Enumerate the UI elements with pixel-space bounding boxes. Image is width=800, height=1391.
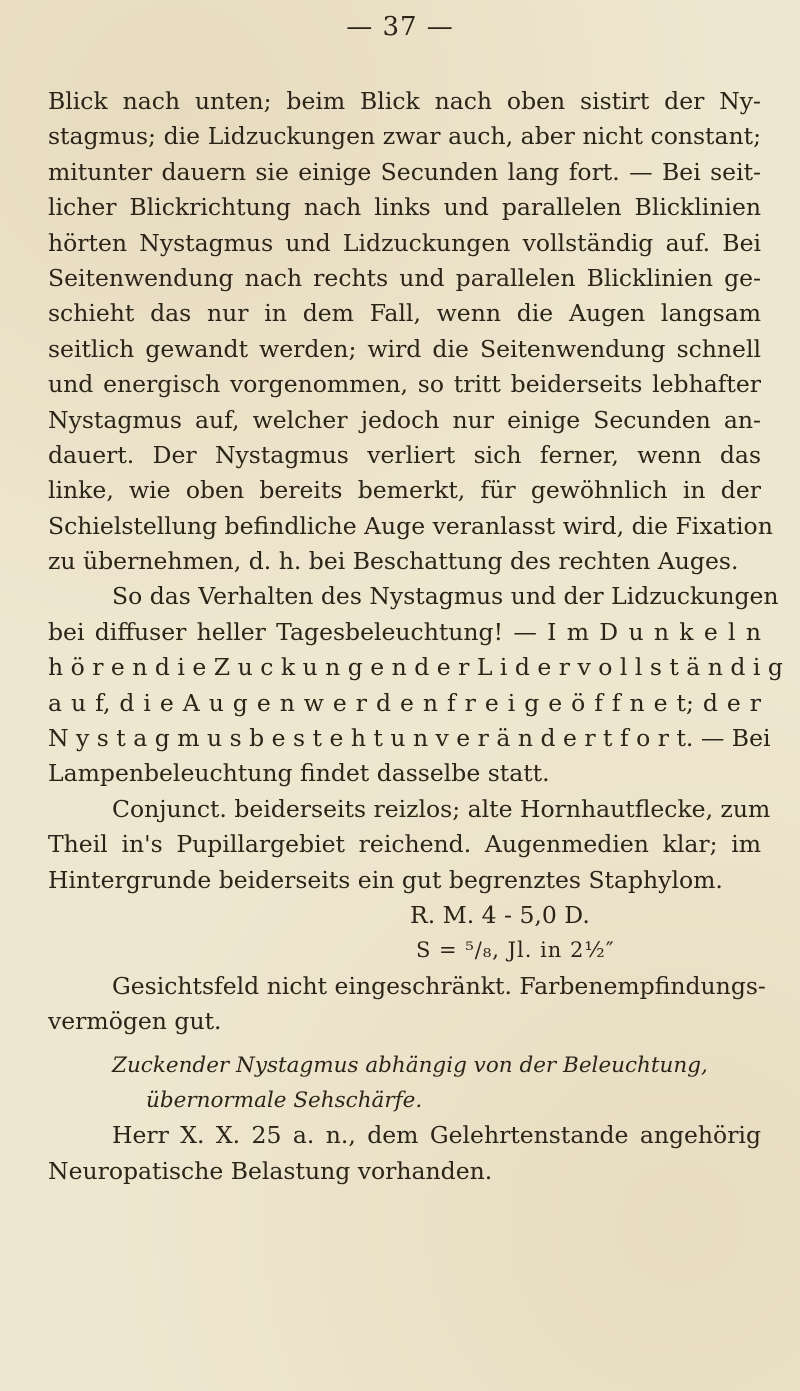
text-line: h ö r e n d i e Z u c k u n g e n d e r L i d e r v o l l s t ä n d i g: [48, 653, 783, 682]
text-line: Theil in's Pupillargebiet reichend. Augenmedien klar; im: [48, 830, 761, 859]
paragraph-1: [48, 84, 773, 579]
text-line: schieht das nur in dem Fall, wenn die Augen langsam: [48, 299, 761, 328]
heading-line: übernormale Sehschärfe.: [146, 1087, 423, 1113]
paragraph-3: [48, 792, 771, 898]
paragraph-5: [48, 1118, 761, 1189]
text-line: seitlich gewandt werden; wird die Seitenwendung schnell: [48, 334, 761, 363]
text-line: Hintergrunde beiderseits ein gut begrenztes Staphylom.: [48, 865, 723, 894]
text-line: Conjunct. beiderseits reizlos; alte Hornhautflecke, zum: [112, 794, 771, 823]
text-line: dauert. Der Nystagmus verliert sich ferner, wenn das: [48, 440, 761, 469]
text-line: Neuropatische Belastung vorhanden.: [48, 1156, 493, 1185]
heading-line: Zuckender Nystagmus abhängig von der Beleuchtung,: [112, 1052, 708, 1078]
formula-line: R. M. 4 - 5,0 D.: [410, 900, 590, 929]
body-text: [48, 84, 783, 1189]
text-line: Gesichtsfeld nicht eingeschränkt. Farbenempfindungs-: [112, 971, 766, 1000]
text-line: hörten Nystagmus und Lidzuckungen vollständig auf. Bei: [48, 228, 761, 257]
paragraph-2: [48, 579, 783, 791]
text-line: und energisch vorgenommen, so tritt beiderseits lebhafter: [48, 370, 761, 399]
text-line: Seitenwendung nach rechts und parallelen Blicklinien ge-: [48, 263, 761, 292]
text-line: linke, wie oben bereits bemerkt, für gewöhnlich in der: [48, 476, 761, 505]
text-line: mitunter dauern sie einige Secunden lang fort. — Bei seit-: [48, 157, 761, 186]
spacer: [48, 1040, 761, 1048]
case-heading: [48, 1048, 761, 1119]
refraction-formula: [48, 898, 761, 969]
text-line: Nystagmus auf, welcher jedoch nur einige Secunden an-: [48, 405, 761, 434]
text-line: stagmus; die Lidzuckungen zwar auch, aber nicht constant;: [48, 122, 761, 151]
text-line: Herr X. X. 25 a. n., dem Gelehrtenstande angehörig: [112, 1121, 761, 1150]
text-line: Blick nach unten; beim Blick nach oben sistirt der Ny-: [48, 87, 761, 115]
text-line: licher Blickrichtung nach links und parallelen Blicklinien: [48, 193, 761, 222]
paragraph-4: [48, 969, 766, 1040]
text-line: bei diffuser heller Tagesbeleuchtung! — I m D u n k e l n: [48, 617, 761, 646]
text-line: zu übernehmen, d. h. bei Beschattung des rechten Auges.: [48, 547, 739, 576]
formula-line: S = ⁵/₈, Jl. in 2½″: [416, 938, 615, 963]
text-line: N y s t a g m u s b e s t e h t u n v e r ä n d e r t f o r t. — Bei: [48, 724, 771, 753]
text-line: Lampenbeleuchtung findet dasselbe statt.: [48, 759, 550, 788]
text-line: Schielstellung befindliche Auge veranlasst wird, die Fixation: [48, 511, 773, 540]
text-line: So das Verhalten des Nystagmus und der Lidzuckungen: [112, 582, 779, 611]
text-line: vermögen gut.: [48, 1007, 222, 1036]
page-number: — 37 —: [346, 12, 454, 42]
text-line: a u f, d i e A u g e n w e r d e n f r e i g e ö f f n e t; d e r: [48, 688, 761, 717]
